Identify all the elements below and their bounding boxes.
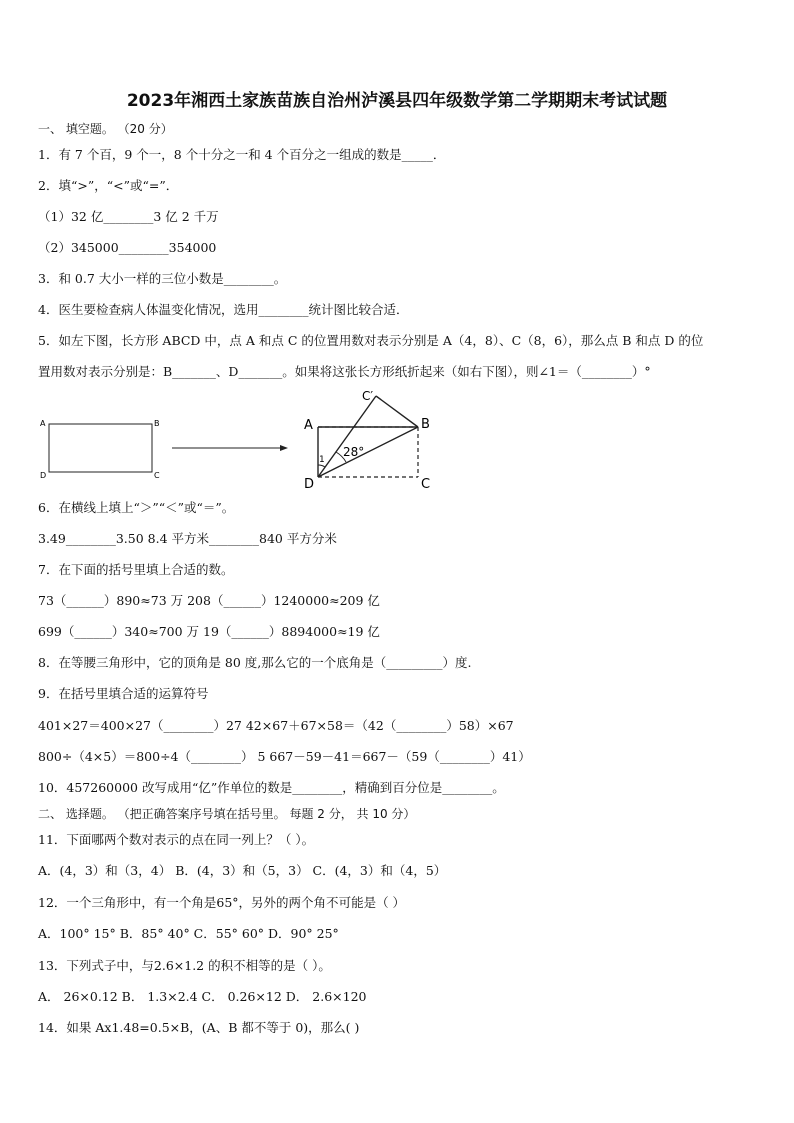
fold-label-c: C bbox=[421, 477, 431, 492]
question-5-line-1: 5．如左下图，长方形 ABCD 中，点 A 和点 C 的位置用数对表示分别是 A（4，8）、C（8，6），那么点 B 和点 D 的位 bbox=[38, 333, 704, 348]
question-7-row-1: 73（______）890≈73 万 208（______）1240000≈209 亿 bbox=[38, 593, 380, 608]
label-d: D bbox=[40, 471, 47, 480]
question-14: 14．如果 Ax1.48=0.5×B，(A、B 都不等于 0)，那么( ) bbox=[38, 1020, 360, 1035]
question-7-row-2: 699（______）340≈700 万 19（______）8894000≈19 亿 bbox=[38, 624, 380, 639]
question-12: 12．一个三角形中，有一个角是65°，另外的两个角不可能是（ ） bbox=[38, 895, 406, 910]
question-2-part-2: （2）345000________354000 bbox=[38, 240, 217, 255]
fold-label-b: B bbox=[421, 417, 430, 432]
question-12-options: A．100° 15° B．85° 40° C．55° 60° D．90° 25° bbox=[38, 926, 339, 941]
question-2-part-1: （1）32 亿________3 亿 2 千万 bbox=[38, 209, 219, 224]
label-b: B bbox=[154, 419, 160, 428]
fold-label-c-prime: C′ bbox=[362, 389, 374, 403]
question-8: 8．在等腰三角形中，它的顶角是 80 度,那么它的一个底角是（_________）度. bbox=[38, 655, 472, 670]
question-13: 13．下列式子中，与2.6×1.2 的积不相等的是（ ）。 bbox=[38, 958, 331, 973]
question-3: 3．和 0.7 大小一样的三位小数是________。 bbox=[38, 271, 287, 286]
question-9-row-2: 800÷（4×5）＝800÷4（________） 5 667－59－41＝667－（59（________）41） bbox=[38, 749, 531, 764]
question-2: 2．填“>”，“<”或“=”． bbox=[38, 178, 179, 193]
question-1: 1．有 7 个百，9 个一，8 个十分之一和 4 个百分之一组成的数是_____． bbox=[38, 147, 446, 162]
question-7: 7．在下面的括号里填上合适的数。 bbox=[38, 562, 234, 577]
question-9-row-1: 401×27＝400×27（________）27 42×67＋67×58＝（42（________）58）×67 bbox=[38, 718, 514, 733]
folded-rectangle-figure bbox=[298, 386, 448, 496]
fold-label-d: D bbox=[304, 477, 315, 492]
rectangle-figure bbox=[38, 414, 298, 480]
question-11: 11．下面哪两个数对表示的点在同一列上？（ ）。 bbox=[38, 832, 315, 847]
question-10: 10．457260000 改写成用“亿”作单位的数是________，精确到百分位是________。 bbox=[38, 780, 505, 795]
question-4: 4．医生要检查病人体温变化情况，选用________统计图比较合适． bbox=[38, 302, 409, 317]
question-5-line-2: 置用数对表示分别是：B_______、D_______。如果将这张长方形纸折起来（如右下图），则∠1＝（________）° bbox=[38, 364, 651, 379]
section-1-heading: 一、 填空题。 （20 分） bbox=[38, 122, 173, 136]
page-title: 2023年湘西土家族苗族自治州泸溪县四年级数学第二学期期末考试试题 bbox=[126, 91, 668, 111]
question-6-items: 3.49________3.50 8.4 平方米________840 平方分米 bbox=[38, 531, 337, 546]
angle-1-label: 1 bbox=[319, 455, 325, 465]
question-13-options: A． 26×0.12 B． 1.3×2.4 C． 0.26×12 D． 2.6×120 bbox=[38, 989, 367, 1004]
fold-label-a: A bbox=[304, 418, 313, 433]
arrow-head-icon bbox=[280, 445, 288, 451]
question-11-options: A．(4，3）和（3，4） B．(4，3）和（5，3） C．(4，3）和（4，5） bbox=[38, 863, 447, 878]
angle-28-label: 28° bbox=[343, 445, 365, 459]
question-6: 6．在横线上填上“＞”“＜”或“＝”。 bbox=[38, 500, 235, 515]
label-c: C bbox=[154, 471, 160, 480]
label-a: A bbox=[40, 419, 46, 428]
section-2-heading: 二、 选择题。 （把正确答案序号填在括号里。 每题 2 分， 共 10 分） bbox=[38, 807, 416, 821]
question-9: 9．在括号里填合适的运算符号 bbox=[38, 686, 209, 701]
